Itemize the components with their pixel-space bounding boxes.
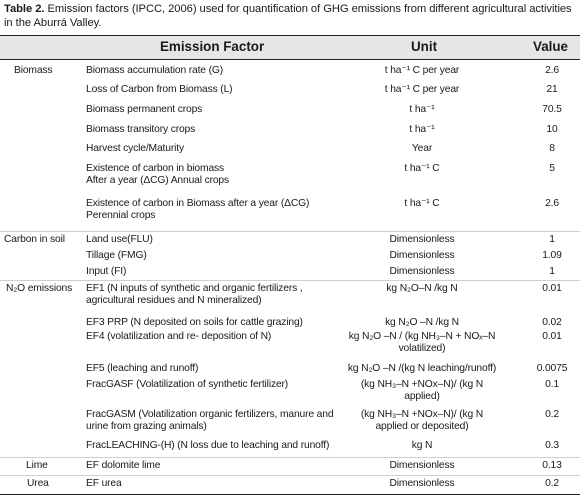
unit-line: t ha⁻¹ C per year: [384, 65, 460, 76]
emission-factor-line: Loss of Carbon from Biomass (L): [86, 84, 233, 95]
unit-cell: [332, 266, 512, 278]
unit-cell: [332, 317, 512, 329]
value-cell: 2.6: [545, 198, 559, 209]
header-band: [0, 36, 580, 59]
emission-factor-cell: [86, 440, 329, 452]
unit-line: Dimensionless: [389, 250, 455, 261]
emission-factor-line: EF dolomite lime: [86, 460, 161, 471]
emission-factor-line: FracGASF (Volatilization of synthetic fertilizer): [86, 379, 289, 390]
emission-factor-line: EF5 (leaching and runoff): [86, 363, 199, 374]
unit-cell: [332, 250, 512, 262]
emission-factor-line: EF urea: [86, 478, 122, 489]
value-cell: 2.6: [545, 65, 559, 76]
unit-line: (kg NH₃–N +NOx–N)/ (kg N: [360, 379, 484, 390]
value-cell: 70.5: [542, 104, 562, 115]
unit-line: applied or deposited): [375, 421, 469, 433]
value-cell: 0.1: [545, 379, 559, 390]
unit-cell: [332, 379, 512, 404]
value-cell: 0.01: [542, 283, 562, 294]
unit-cell: [332, 234, 512, 246]
header-emission-factor: Emission Factor: [160, 39, 265, 54]
emission-factor-cell: [86, 84, 232, 96]
emission-factor-line: EF1 (N inputs of synthetic and organic fertilizers ,: [86, 283, 303, 294]
unit-line: kg N₂O –N / (kg NH₃–N + NOₓ–N: [348, 331, 496, 342]
category-label: Carbon in soil: [4, 234, 65, 245]
category-label: Biomass: [14, 65, 53, 76]
emission-factor-cell: [86, 363, 198, 375]
emission-factor-cell: [86, 460, 160, 472]
emission-factor-line: Biomass permanent crops: [86, 104, 203, 115]
emission-factor-cell: [86, 198, 309, 223]
value-cell: 8: [549, 143, 555, 154]
value-cell: 10: [546, 124, 558, 135]
emission-factor-line: Biomass accumulation rate (G): [86, 65, 223, 76]
unit-line: Dimensionless: [389, 266, 455, 277]
value-cell: 1: [549, 234, 555, 245]
unit-line: t ha⁻¹ C per year: [384, 84, 460, 95]
emission-factor-line: Input (FI): [86, 266, 127, 277]
emission-factor-line: EF3 PRP (N deposited on soils for cattle grazing): [86, 317, 303, 328]
unit-cell: [332, 143, 512, 155]
emission-factor-line: EF4 (volatilization and re- deposition of N): [86, 331, 272, 342]
emission-factor-cell: [86, 409, 333, 434]
group-separator: [0, 280, 580, 281]
unit-line: kg N: [411, 440, 433, 451]
caption-text: Emission factors (IPCC, 2006) used for quantification of GHG emissions from different agricultural activities in the Aburrá Valley.: [4, 3, 572, 29]
unit-line: Year: [411, 143, 433, 154]
emission-factor-line: Tillage (FMG): [86, 250, 147, 261]
unit-line: (kg NH₃–N +NOx–N)/ (kg N: [360, 409, 484, 420]
emission-factor-cell: [86, 104, 202, 116]
unit-line: kg N₂O–N /kg N: [386, 283, 458, 294]
value-cell: 0.01: [542, 331, 562, 342]
unit-line: volatilized): [398, 343, 446, 355]
emission-factor-cell: [86, 234, 153, 246]
category-label: Urea: [27, 478, 49, 489]
unit-cell: [332, 65, 512, 77]
unit-cell: [332, 198, 512, 210]
unit-cell: [332, 163, 512, 175]
unit-cell: [332, 124, 512, 136]
unit-line: kg N₂O –N /(kg N leaching/runoff): [347, 363, 497, 374]
emission-factor-cell: [86, 250, 147, 262]
value-cell: 0.02: [542, 317, 562, 328]
emission-factor-cell: [86, 283, 303, 308]
emission-factor-line: Perennial crops: [86, 210, 156, 222]
unit-line: t ha⁻¹ C: [404, 163, 440, 174]
emission-factor-line: After a year (ΔCG) Annual crops: [86, 175, 230, 187]
category-label: N₂O emissions: [6, 283, 73, 294]
unit-line: t ha⁻¹ C: [404, 198, 440, 209]
emission-factor-cell: [86, 143, 184, 155]
table-caption: [4, 2, 576, 30]
emission-factor-cell: [86, 124, 195, 136]
emission-factor-line: Existence of carbon in Biomass after a year (ΔCG): [86, 198, 310, 209]
value-cell: 0.0075: [536, 363, 568, 374]
unit-cell: [332, 104, 512, 116]
value-cell: 0.13: [542, 460, 562, 471]
emission-factor-line: Land use(FLU): [86, 234, 153, 245]
emission-factor-line: urine from grazing animals): [86, 421, 207, 433]
bottom-rule: [0, 494, 580, 495]
emission-factor-line: FracLEACHING-(H) (N loss due to leaching and runoff): [86, 440, 330, 451]
header-unit: Unit: [411, 39, 438, 54]
emission-factor-cell: [86, 163, 229, 188]
unit-cell: [332, 440, 512, 452]
emission-factor-cell: [86, 379, 288, 391]
unit-cell: [332, 363, 512, 375]
unit-cell: [332, 460, 512, 472]
emission-factor-line: Biomass transitory crops: [86, 124, 196, 135]
emission-factor-line: Harvest cycle/Maturity: [86, 143, 184, 154]
emission-factor-cell: [86, 266, 126, 278]
unit-cell: [332, 409, 512, 434]
group-separator: [0, 457, 580, 458]
group-separator: [0, 231, 580, 232]
unit-line: Dimensionless: [389, 460, 455, 471]
unit-cell: [332, 331, 512, 356]
value-cell: 5: [549, 163, 555, 174]
unit-cell: [332, 283, 512, 295]
caption-label: Table 2.: [4, 3, 45, 15]
unit-line: applied): [404, 391, 440, 403]
emission-factor-cell: [86, 478, 122, 490]
value-cell: 1.09: [542, 250, 562, 261]
value-cell: 0.3: [545, 440, 559, 451]
unit-line: Dimensionless: [389, 478, 455, 489]
emission-factor-cell: [86, 317, 303, 329]
value-cell: 0.2: [545, 409, 559, 420]
value-cell: 1: [549, 266, 555, 277]
emission-factor-cell: [86, 65, 223, 77]
unit-line: t ha⁻¹: [409, 104, 435, 115]
category-label: Lime: [26, 460, 48, 471]
unit-cell: [332, 478, 512, 490]
group-separator: [0, 475, 580, 476]
unit-line: Dimensionless: [389, 234, 455, 245]
value-cell: 0.2: [545, 478, 559, 489]
header-value: Value: [533, 39, 568, 54]
emission-factor-line: agricultural residues and N mineralized): [86, 295, 262, 307]
emission-factor-line: Existence of carbon in biomass: [86, 163, 225, 174]
unit-line: t ha⁻¹: [409, 124, 435, 135]
value-cell: 21: [546, 84, 558, 95]
emission-factor-cell: [86, 331, 271, 343]
header-rule: [0, 59, 580, 60]
unit-cell: [332, 84, 512, 96]
unit-line: kg N₂O –N /kg N: [385, 317, 459, 328]
emission-factor-line: FracGASM (Volatilization organic fertilizers, manure and: [86, 409, 334, 420]
